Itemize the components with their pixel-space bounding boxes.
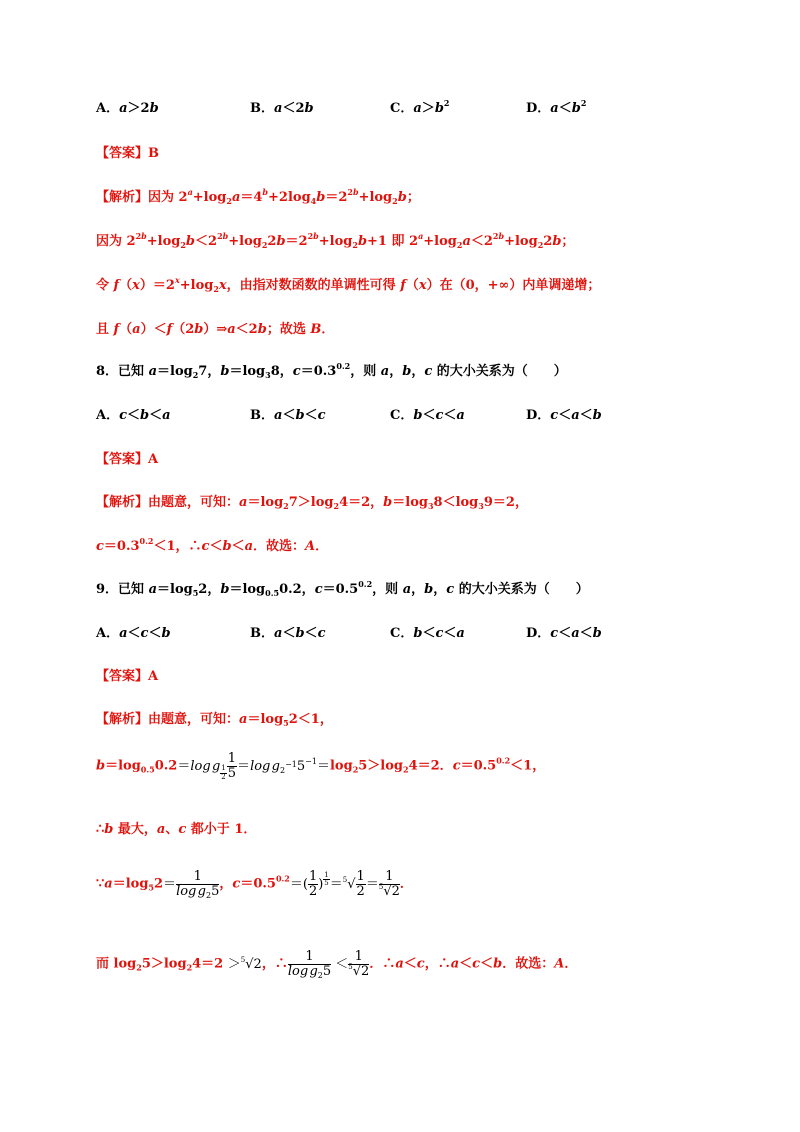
q7-analysis-line-2: 因为 $2^{2b}+\log_2b<2^{2b}+\log_22b=2^{2b}+\log_2b+1$ 即 $2^a+\log_2a<2^{2b}+\log_22b$； [96,231,575,250]
q9-option-d: D．c＜a＜b [526,626,602,641]
q9-options [96,622,716,642]
q9-option-c: C．b＜c＜a [390,626,465,641]
q7-analysis-line-3: 令 $f(x)=2^x+\log_2x$，由指对数函数的单调性可得 f（x）在（0，+∞）内单调递增； [96,275,601,294]
q9-option-a: A．a＜c＜b [96,626,171,641]
q8-option-c: C．b＜c＜a [390,408,465,423]
q9-option-b: B．a＜b＜c [250,626,326,641]
q8-option-d: D．c＜a＜b [526,408,602,423]
q8-analysis-line-2: $c=0.3^{0.2}<1$，∴c＜b＜a．故选：A． [96,536,329,554]
q8-option-b: B．a＜b＜c [250,408,326,423]
q9-analysis-line-2: $b=\log_{0.5}0.2=\log$ g $_{\frac{1}{2}}$ $\frac{1}{5}$ ＝log $g_{2^{-1}}5^{-1}=\log_25>\log_24=2$．$c=0.5^{0.2}<1$， [96,751,546,781]
q9-answer: 【答案】A [96,669,159,684]
q8-option-a: A．c＜b＜a [96,408,171,423]
q7-option-b: B．a＜2b [250,101,314,116]
q9-analysis-line-1: 【解析】由题意，可知：$a=\log_52<1$， [96,712,333,728]
q8-stem: 8．已知 $a=\log_27$，$b=\log_38$，$c=0.3^{0.2}$，则 a，b，c 的大小关系为（ ） [96,361,567,380]
q7-analysis-line-1: 【解析】因为 $2^a+\log_2a=4^b+2\log_4b=2^{2b}+\log_2b$； [96,187,420,206]
q9-stem: 9．已知 $a=\log_52$，$b=\log_{0.5}0.2$，$c=0.5^{0.2}$，则 a，b，c 的大小关系为（ ） [96,579,589,598]
q8-answer: 【答案】A [96,452,159,467]
q7-option-c: C．$a>b^2$ [390,98,450,116]
q7-options [96,97,716,117]
q7-option-a: A．a＞2b [96,101,159,116]
q7-answer: 【答案】B [96,146,159,161]
q9-analysis-line-5: 而 $\log_25>\log_24=2 >^5√2$，∴ $\frac{1}{\log g_25}$ ＜ $\frac{1}{^5√2}$ ．∴a＜c，∴a＜c＜b．故选：A． [96,949,578,980]
q7-analysis-line-4: 且 f（a）＜f（2b）⇒a＜2b；故选 B． [96,322,335,337]
q8-analysis-line-1: 【解析】由题意，可知：$a=\log_27>\log_24=2$，$b=\log_38<\log_39=2$， [96,495,528,511]
q7-option-d: D．$a<b^2$ [526,98,587,116]
q9-analysis-line-3: ∴b 最大，a、c 都小于 1． [96,822,257,837]
q9-analysis-line-4: $\because a=\log_52=$ $\frac{1}{\log g_25}$ ，$c=0.5^{0.2}=$( $\frac{1}{2}$ ) $^{\frac{1}{5}}$ ＝$^5$√ $\frac{1}{2}$ ＝ $\frac{1}{^5√2}$ ． [96,869,413,900]
q8-options [96,404,716,424]
